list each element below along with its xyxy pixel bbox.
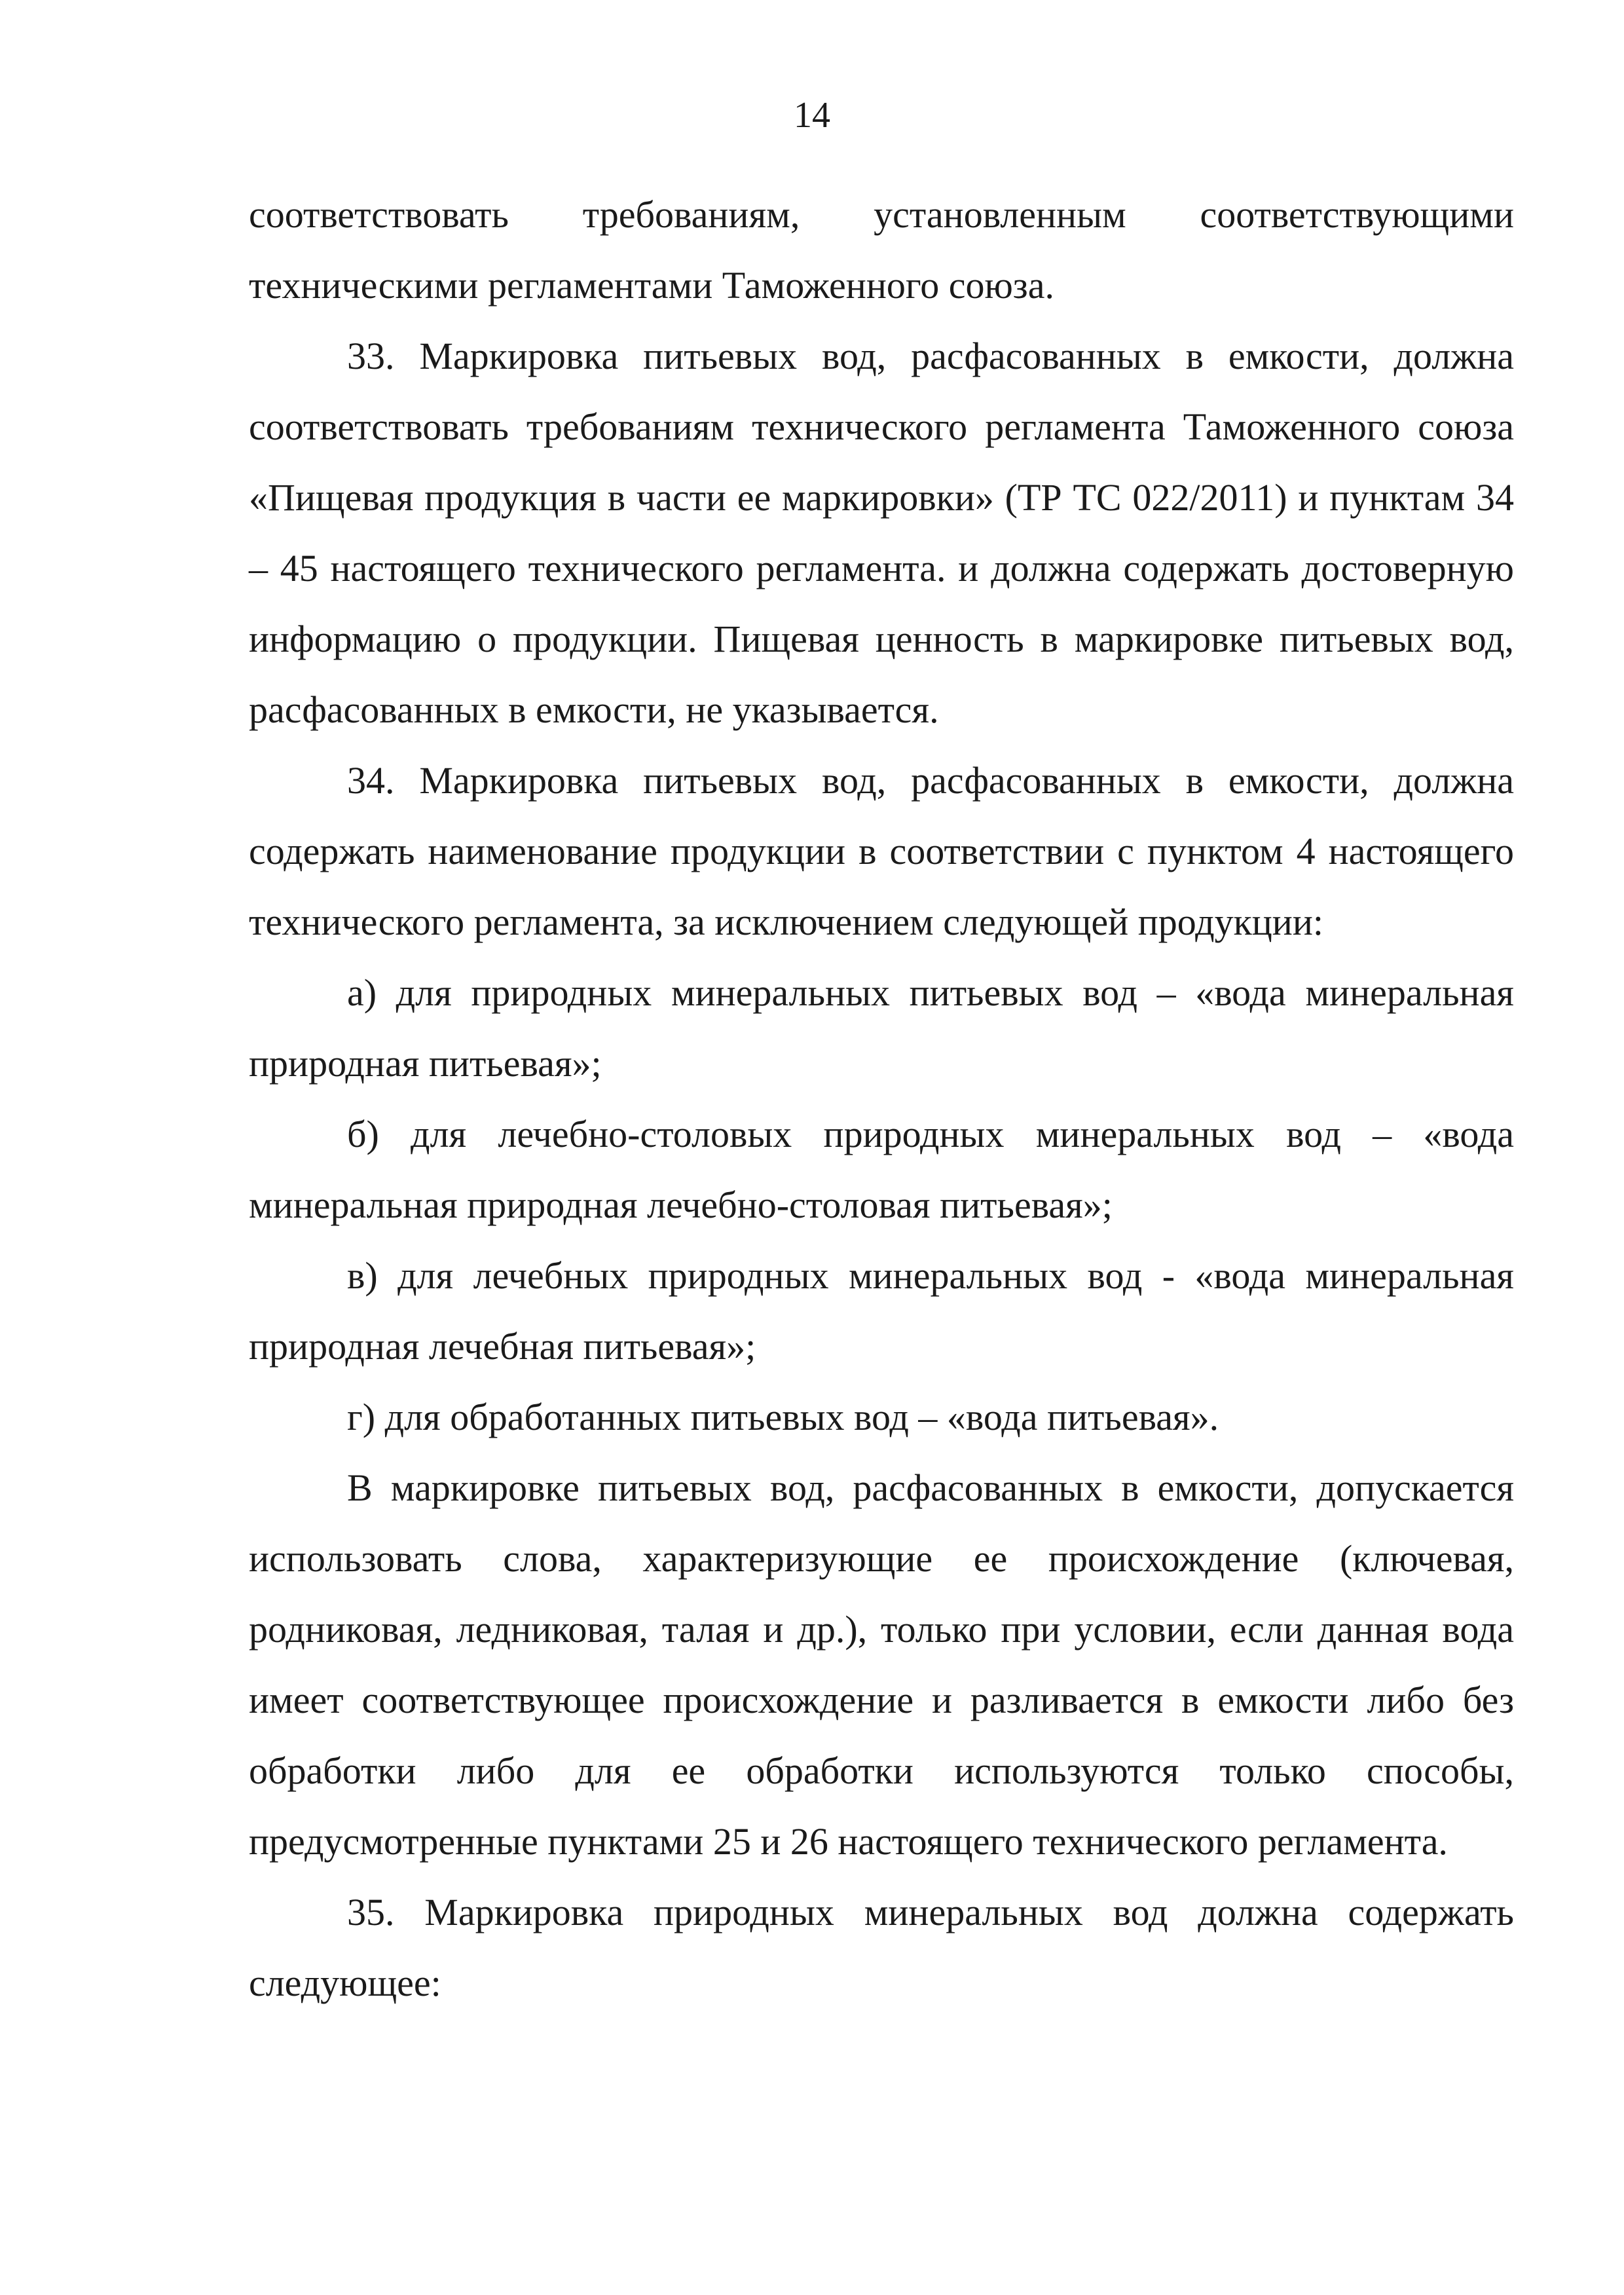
list-item-a: а) для природных минеральных питьевых вод – «вода минеральная природная питьевая»; xyxy=(249,971,1514,1085)
list-item-v: в) для лечебных природных минеральных вод - «вода минеральная природная лечебная питьевая»; xyxy=(249,1254,1514,1368)
list-item-g: г) для обработанных питьевых вод – «вода питьевая». xyxy=(347,1396,1219,1438)
list-item-b: б) для лечебно-столовых природных минеральных вод – «вода минеральная природная лечебно-столовая питьевая»; xyxy=(249,1113,1514,1226)
page-number: 14 xyxy=(794,95,830,136)
paragraph-origin-words: В маркировке питьевых вод, расфасованных в емкости, допускается использовать слова, характеризующие ее происхождение (ключевая, родниковая, ледниковая, талая и др.), только при условии, если данная вода имеет соответствующее происхождение и разливается в емкости либо без обработки либо для ее обработки используются только способы, предусмотренные пунктами 25 и 26 настоящего технического регламента. xyxy=(249,1466,1514,1863)
paragraph-clause-35: 35. Маркировка природных минеральных вод должна содержать следующее: xyxy=(249,1891,1514,2004)
paragraph-continuation: соответствовать требованиям, установленным соответствующими техническими регламентами Таможенного союза. xyxy=(249,193,1514,307)
document-body xyxy=(249,179,1514,2019)
paragraph-clause-34: 34. Маркировка питьевых вод, расфасованных в емкости, должна содержать наименование продукции в соответствии с пунктом 4 настоящего технического регламента, за исключением следующей продукции: xyxy=(249,759,1514,943)
paragraph-clause-33: 33. Маркировка питьевых вод, расфасованных в емкости, должна соответствовать требованиям технического регламента Таможенного союза «Пищевая продукция в части ее маркировки» (ТР ТС 022/2011) и пунктам 34 – 45 настоящего технического регламента. и должна содержать достоверную информацию о продукции. Пищевая ценность в маркировке питьевых вод, расфасованных в емкости, не указывается. xyxy=(249,335,1514,731)
